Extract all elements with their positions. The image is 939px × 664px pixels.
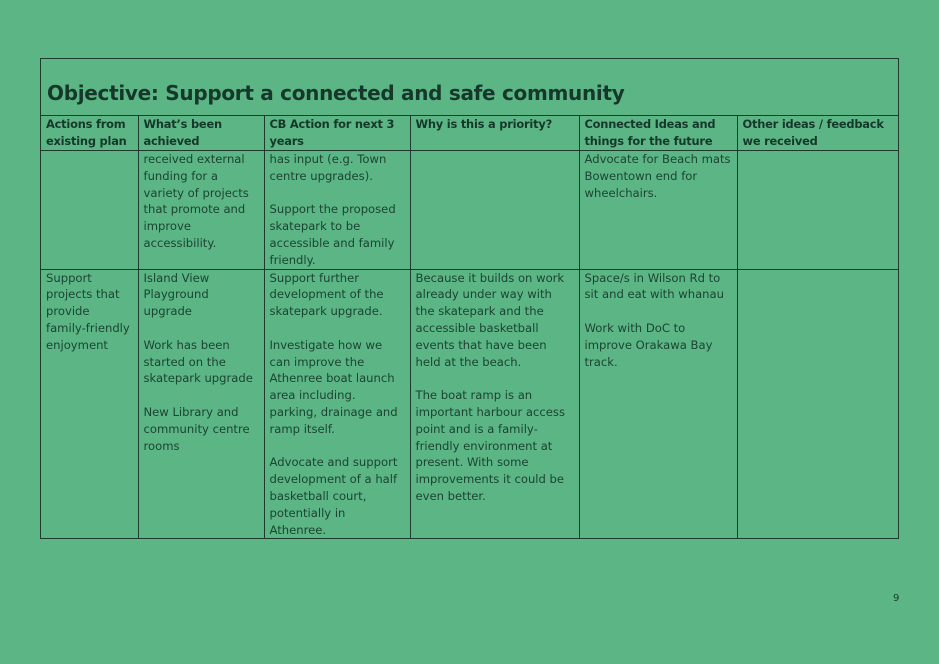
table-row xyxy=(41,269,898,538)
header-cb-action: CB Action for next 3 years xyxy=(264,116,410,151)
cell-paragraph: has input (e.g. Town centre upgrades). xyxy=(269,152,387,183)
title-row xyxy=(41,59,898,116)
cell-paragraph: The boat ramp is an important harbour access point and is a family-friendly environment at present. With some improvements it could be even better. xyxy=(415,388,566,503)
cell-paragraph: Investigate how we can improve the Athenree boat launch area including. parking, drainage and ramp itself. xyxy=(269,337,398,436)
page-number: 9 xyxy=(893,593,900,604)
cell-why xyxy=(410,151,579,270)
objective-title: Objective: Support a connected and safe community xyxy=(47,81,625,105)
cell-other xyxy=(737,151,898,270)
cell-paragraph: Because it builds on work already under way with the skatepark and the accessible basketball events that have been held at the beach. xyxy=(415,270,565,369)
cell-paragraph: Island View Playground upgrade xyxy=(143,270,210,319)
header-other: Other ideas / feedback we received xyxy=(737,116,898,151)
cell-paragraph: received external funding for a variety of projects that promote and improve accessibility. xyxy=(143,152,249,250)
header-actions: Actions from existing plan xyxy=(41,116,138,151)
cell-cb-action xyxy=(264,269,410,538)
cell-paragraph: New Library and community centre rooms xyxy=(143,404,250,453)
header-achieved: What’s been achieved xyxy=(138,116,264,151)
cell-paragraph: Support further development of the skatepark upgrade. xyxy=(269,270,384,319)
cell-connected xyxy=(579,151,737,270)
cell-paragraph: Space/s in Wilson Rd to sit and eat with whanau xyxy=(584,270,724,302)
cell-achieved xyxy=(138,151,264,270)
header-why: Why is this a priority? xyxy=(410,116,579,151)
cell-connected xyxy=(579,269,737,538)
cell-actions xyxy=(41,151,138,270)
cell-other xyxy=(737,269,898,538)
objective-table xyxy=(41,116,898,538)
cell-actions xyxy=(41,269,138,538)
cell-paragraph: Support the proposed skatepark to be accessible and family friendly. xyxy=(269,202,396,267)
cell-cb-action xyxy=(264,151,410,270)
cell-paragraph: Advocate for Beach mats Bowentown end for wheelchairs. xyxy=(584,152,731,200)
cell-paragraph: Work with DoC to improve Orakawa Bay track. xyxy=(584,320,713,369)
header-connected: Connected Ideas and things for the future xyxy=(579,116,737,151)
cell-paragraph: Support projects that provide family-friendly enjoyment xyxy=(46,270,130,352)
cell-why xyxy=(410,269,579,538)
table-row xyxy=(41,151,898,270)
cell-achieved xyxy=(138,269,264,538)
objective-table-frame xyxy=(40,58,899,539)
cell-paragraph: Work has been started on the skatepark upgrade xyxy=(143,337,253,386)
header-row xyxy=(41,116,898,151)
cell-paragraph: Advocate and support development of a half basketball court, potentially in Athenree. xyxy=(269,455,398,537)
